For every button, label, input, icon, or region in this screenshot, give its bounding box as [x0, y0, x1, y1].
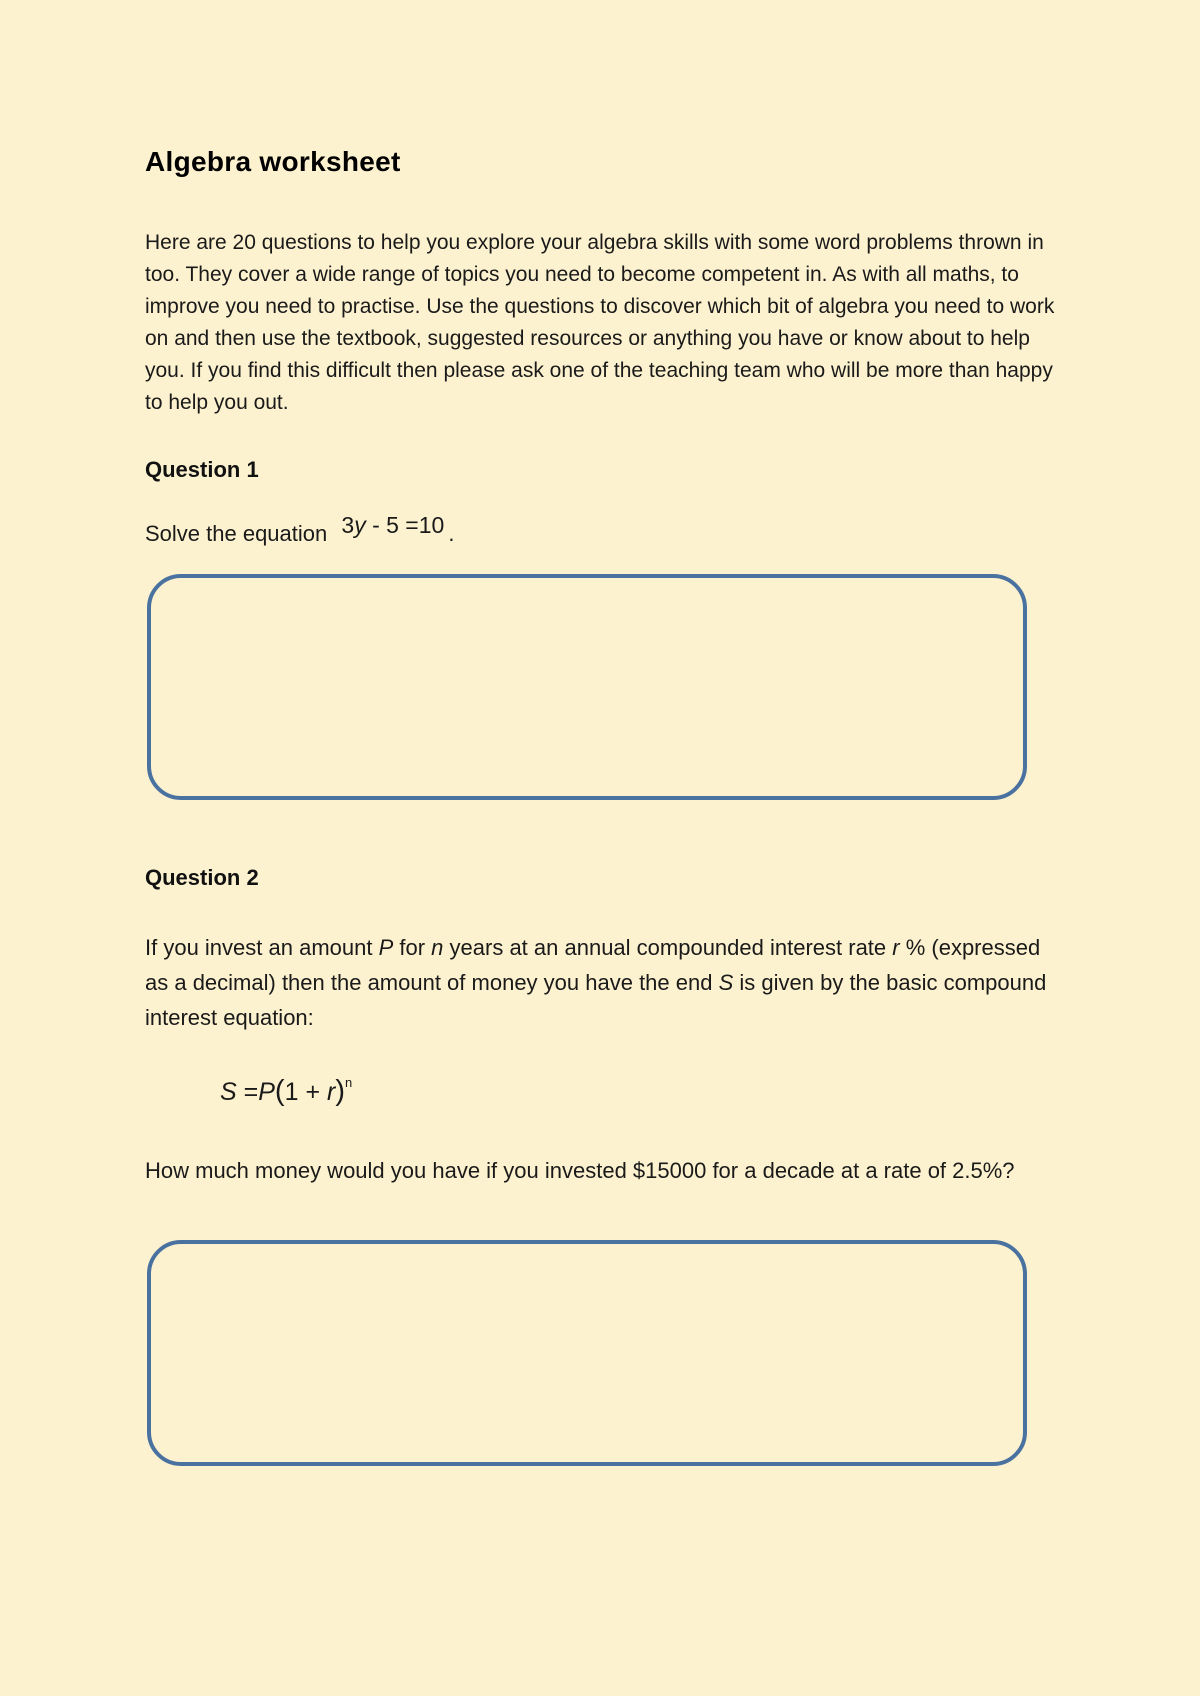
- equation-variable: y: [354, 512, 366, 538]
- equation-coefficient: 3: [341, 512, 355, 538]
- question-2-answer-box[interactable]: [147, 1240, 1027, 1466]
- q2-text-part1: If you invest an amount: [145, 935, 379, 960]
- question-1-heading: Question 1: [145, 457, 259, 482]
- q2-text-part3: years at an annual compounded interest rate: [443, 935, 893, 960]
- worksheet-page: [145, 0, 1065, 1696]
- worksheet-title: Algebra worksheet: [145, 146, 401, 177]
- question-1-prompt-end: .: [448, 521, 455, 546]
- intro-paragraph: Here are 20 questions to help you explore your algebra skills with some word problems thrown in too. They cover a wide range of topics you need to become competent in. As with all maths, to improve you need to practise. Use the questions to discover which bit of algebra you need to work on and then use the textbook, suggested resources or anything you have or know about to help you. If you find this difficult then please ask one of the teaching team who will be more than happy to help you out.: [145, 231, 1055, 414]
- q2-var-p: P: [378, 935, 394, 960]
- formula-one-plus: 1 +: [284, 1078, 327, 1106]
- q2-text-part2: for: [393, 935, 432, 960]
- formula-lhs: S: [220, 1078, 237, 1106]
- question-2-question: How much money would you have if you invested $15000 for a decade at a rate of 2.5%?: [145, 1158, 1015, 1183]
- question-1-equation: [341, 512, 444, 538]
- q2-text-part5: is given by the basic compound interest equation:: [145, 970, 1047, 1030]
- compound-interest-formula: [220, 1075, 352, 1108]
- equation-rest: - 5 =10: [365, 512, 445, 538]
- question-1-answer-box[interactable]: [147, 574, 1027, 800]
- question-2-description: [145, 930, 1065, 1035]
- q2-text-part4: % (expressed as a decimal) then the amount of money you have the end: [145, 935, 1041, 995]
- formula-rate: r: [327, 1078, 336, 1106]
- q2-var-n: n: [431, 935, 444, 960]
- formula-close-paren: ): [335, 1075, 345, 1107]
- question-2-heading: Question 2: [145, 865, 259, 890]
- formula-open-paren: (: [274, 1075, 285, 1107]
- formula-exponent: n: [345, 1074, 353, 1090]
- q2-var-s: S: [718, 970, 734, 995]
- formula-principal: P: [258, 1078, 275, 1106]
- q2-var-r: r: [892, 935, 900, 960]
- formula-equals: =: [236, 1078, 259, 1106]
- question-1-prompt-text: Solve the equation: [145, 521, 328, 546]
- question-1-prompt: [145, 512, 455, 547]
